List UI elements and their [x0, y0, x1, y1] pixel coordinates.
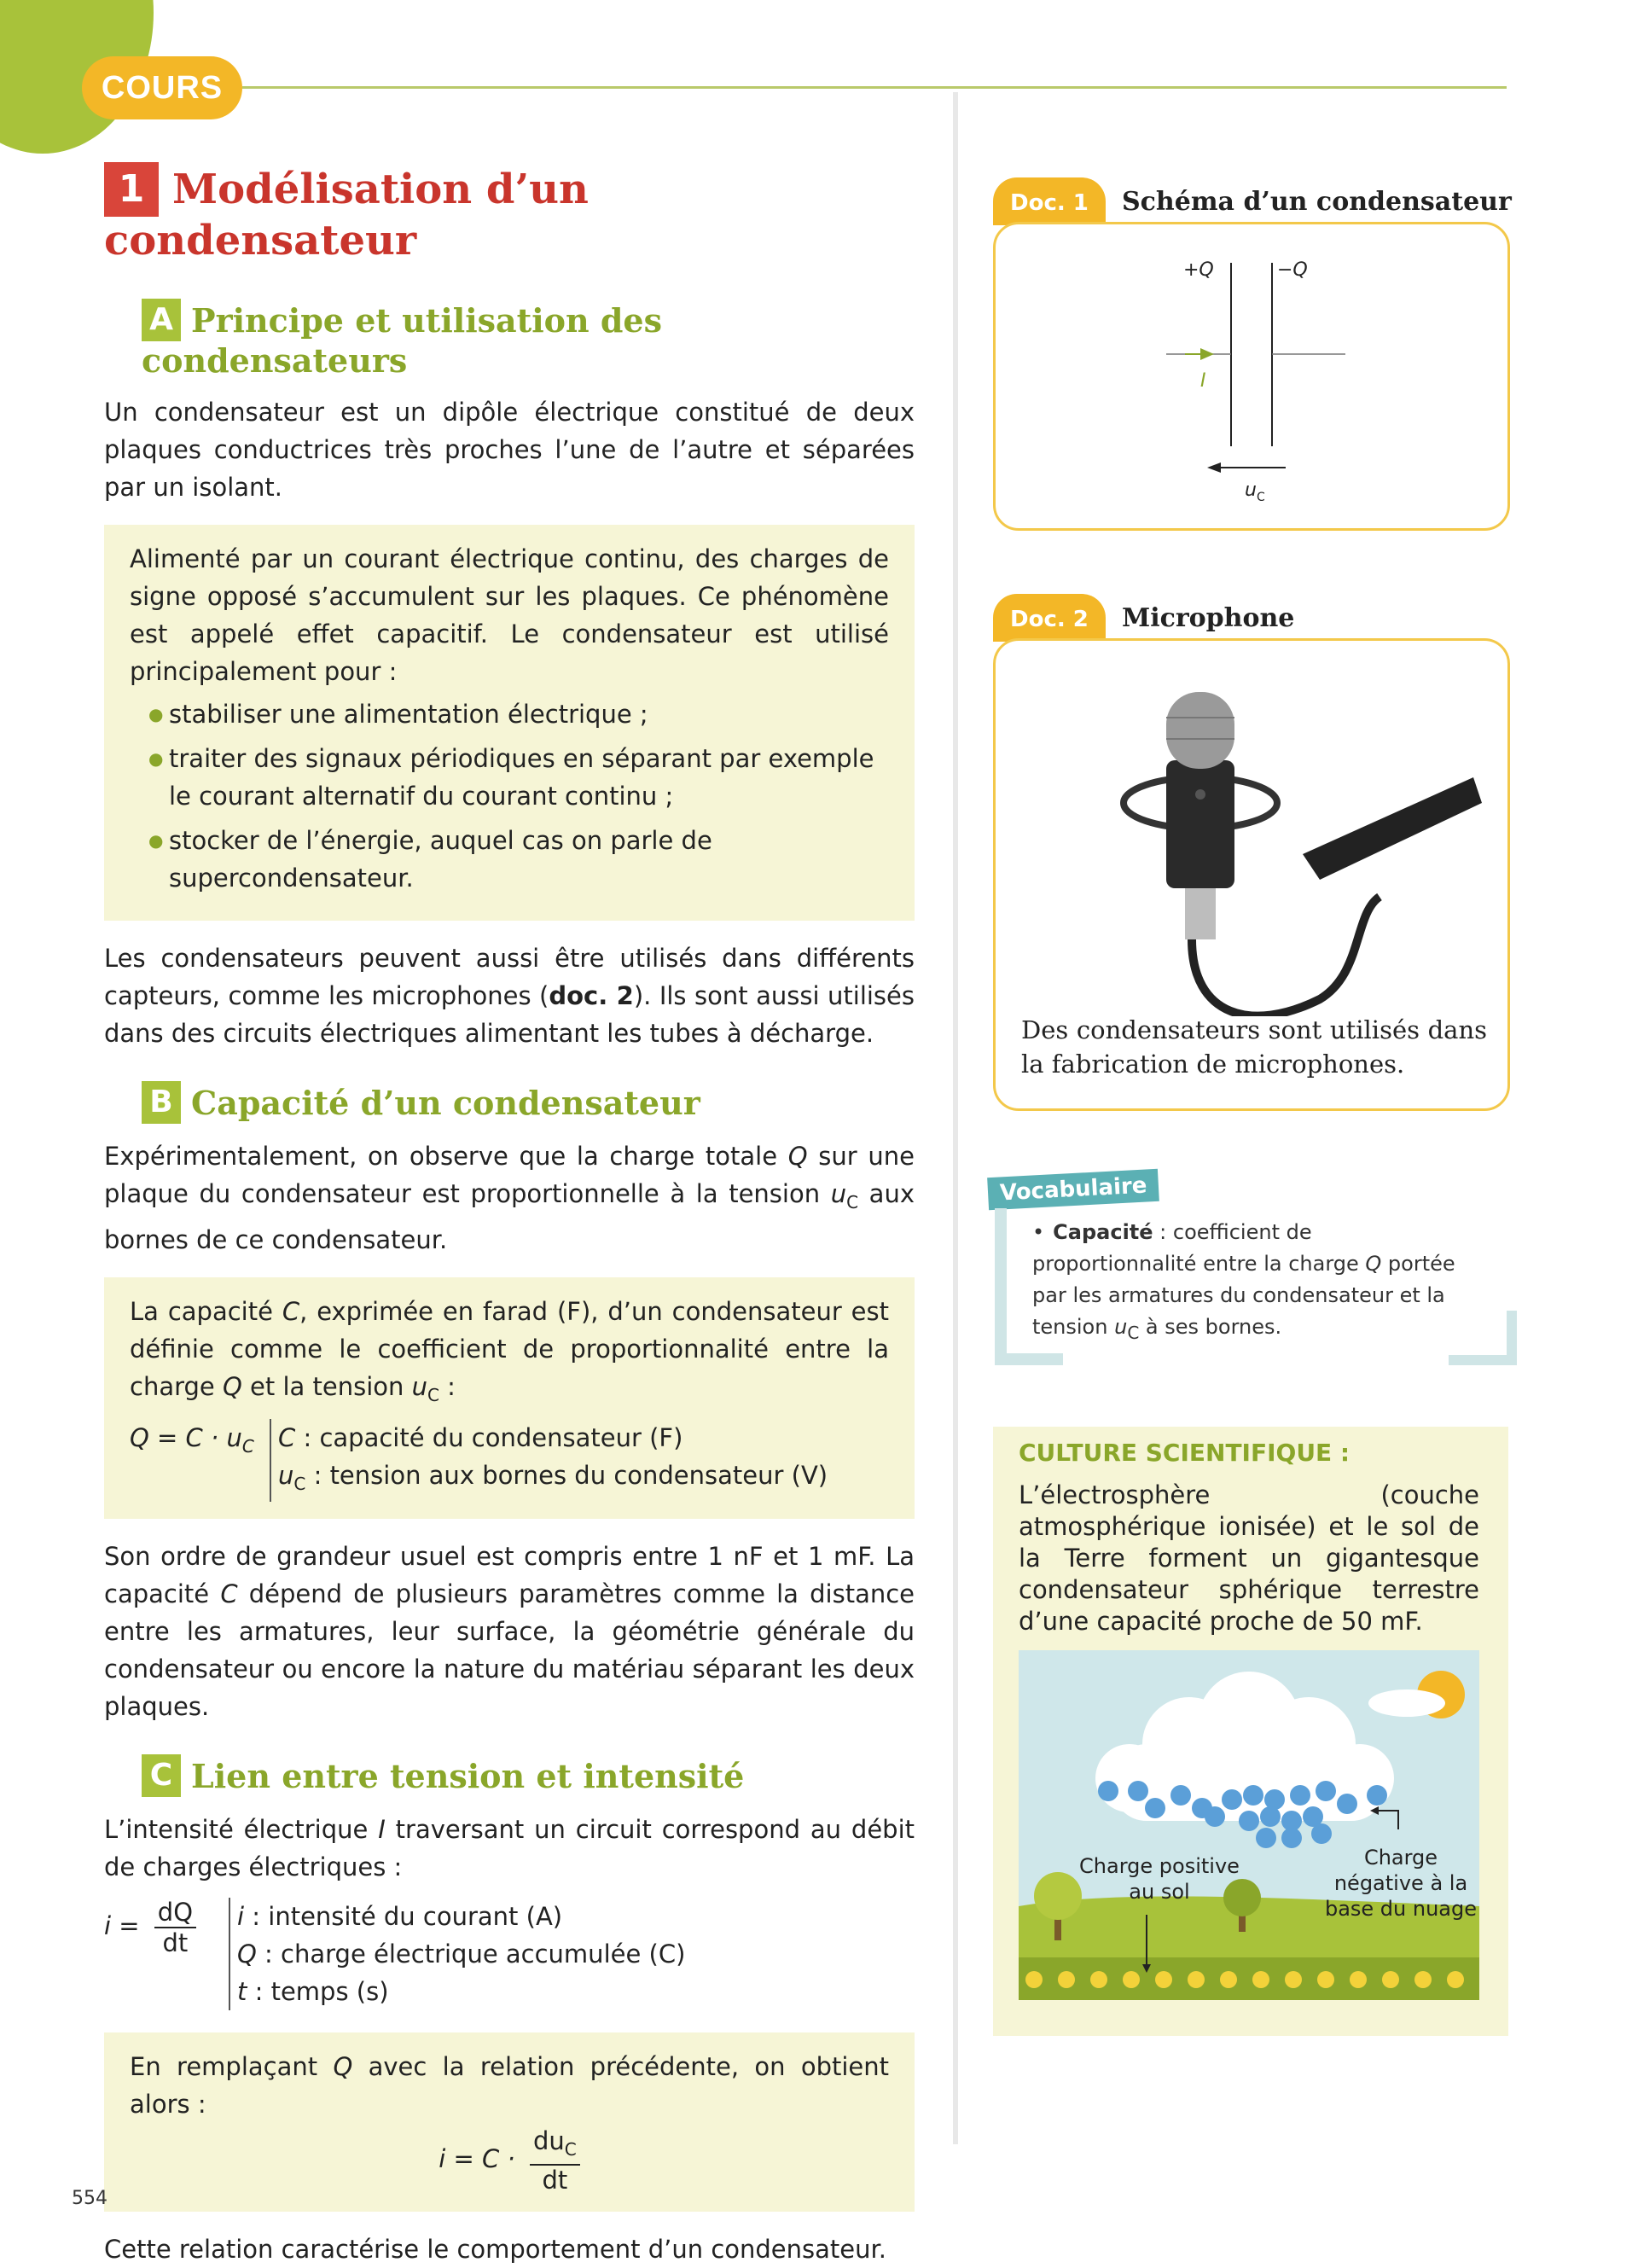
section-b-after: Son ordre de grandeur usuel est compris entre 1 nF et 1 mF. La capacité C dépend de plusieurs paramètres comme la distance entre les armatures, leur surface, la géométrie générale du condensateur ou encore la nature du matériau séparant les deux plaques.: [104, 1542, 915, 1722]
section-b-heading: [142, 1081, 915, 1124]
section-c-heading: [142, 1754, 915, 1797]
legend-line: C : capacité du condensateur (F): [278, 1422, 683, 1452]
vocab-term: Capacité: [1053, 1220, 1153, 1244]
boom-arm: [1303, 777, 1482, 880]
chapter-title: Modélisation d’un condensateur: [104, 166, 589, 265]
legend-line: i : intensité du courant (A): [237, 1902, 563, 1932]
bullet-icon: •: [1032, 1220, 1045, 1244]
voltage-arrow-icon: [1207, 462, 1221, 473]
current-formula: [104, 1898, 915, 2010]
section-title: Lien entre tension et intensité: [191, 1756, 745, 1795]
chapter-heading: [104, 162, 915, 265]
vocab-tag: Vocabulaire: [987, 1169, 1159, 1210]
section-title: Capacité d’un condensateur: [191, 1083, 700, 1122]
header-rule: [242, 86, 1507, 89]
capacitor-relation: i = C · $\frac{du_C}{dt}$: [130, 2126, 889, 2195]
list-item: ● stocker de l’énergie, auquel cas on parle de supercondensateur.: [169, 822, 889, 897]
doc2-header: [993, 594, 1294, 642]
current-label: I: [1200, 370, 1206, 392]
vocab-bracket-left: [995, 1208, 1007, 1362]
chapter-number: 1: [104, 162, 159, 217]
capacity-formula: [130, 1419, 889, 1503]
capacity-definition: La capacité C, exprimée en farad (F), d’un condensateur est définie comme le coefficient de proportionnalité entre la charge Q et la tension $u_C$ :: [130, 1296, 889, 1405]
doc2-box: [993, 638, 1510, 1111]
culture-text: L’électrosphère (couche atmosphérique ionisée) et le sol de la Terre forment un gigantesque condensateur sphérique terrestre d’une capacité proche de 50 mF.: [1019, 1480, 1479, 1636]
section-c-box: [104, 2032, 915, 2212]
section-c-intro: L’intensité électrique I traversant un circuit correspond au débit de charges électriques :: [104, 1815, 915, 1882]
ground-strip: [1019, 1957, 1479, 2000]
capacitor-diagram: [996, 224, 1507, 528]
doc-tag: Doc. 2: [993, 594, 1106, 642]
microphone-image: [996, 658, 1507, 1016]
minus-q-label: −Q: [1277, 259, 1308, 281]
formula-legend: [229, 1898, 685, 2010]
section-a-box: [104, 525, 915, 921]
formula-lhs: $Q = C \cdot u_C$: [130, 1422, 254, 1457]
doc1-box: [993, 222, 1510, 531]
section-letter: A: [142, 299, 181, 341]
cours-tab: COURS: [82, 56, 242, 119]
doc-title: Microphone: [1121, 603, 1295, 633]
doc-reference: doc. 2: [549, 981, 634, 1010]
formula-lhs: i = $\frac{dQ}{dt}$: [104, 1898, 232, 1957]
doc1-header: [993, 177, 1512, 225]
plus-q-label: +Q: [1183, 259, 1214, 281]
section-letter: C: [142, 1754, 181, 1797]
section-a-after: Les condensateurs peuvent aussi être utilisés dans différents capteurs, comme les microphones (doc. 2). Ils sont aussi utilisés dans des circuits électriques alimentant les tubes à décharge.: [104, 944, 915, 1048]
vocab-bracket-bottom: [995, 1353, 1063, 1365]
voltage-sub: C: [1257, 491, 1265, 504]
culture-box: [993, 1427, 1508, 2036]
substitution-text: En remplaçant Q avec la relation précédente, on obtient alors :: [130, 2052, 889, 2120]
earth-capacitor-illustration: [1019, 1650, 1479, 2000]
section-c-conclusion: Cette relation caractérise le comportement d’un condensateur.: [104, 2235, 886, 2265]
legend-line: t : temps (s): [237, 1977, 389, 2007]
culture-title: CULTURE SCIENTIFIQUE :: [1019, 1439, 1350, 1467]
usage-list: [130, 695, 889, 897]
list-item: ● stabiliser une alimentation électrique ;: [169, 695, 889, 733]
section-b-box: [104, 1277, 915, 1520]
mic-grille: [1166, 692, 1234, 769]
section-a-intro: Un condensateur est un dipôle électrique constitué de deux plaques conductrices très proches l’une de l’autre et séparées par un isolant.: [104, 398, 915, 502]
mic-cable: [1192, 897, 1380, 1016]
legend-line: $u_C$ : tension aux bornes du condensateur (V): [278, 1460, 828, 1494]
doc2-caption: Des condensateurs sont utilisés dans la fabrication de microphones.: [1021, 1015, 1487, 1079]
section-letter: B: [142, 1081, 181, 1124]
left-column: [104, 162, 915, 2268]
mic-connector: [1185, 888, 1216, 939]
section-title: Principe et utilisation des condensateurs: [142, 300, 663, 380]
legend-line: Q : charge électrique accumulée (C): [237, 1939, 686, 1969]
column-divider: [953, 92, 958, 2144]
doc-tag: Doc. 1: [993, 177, 1106, 225]
section-a-box-text: Alimenté par un courant électrique continu, des charges de signe opposé s’accumulent sur les plaques. Ce phénomène est appelé effet capacitif. Le condensateur est utilisé principalement pour :: [130, 544, 889, 686]
section-b-intro: Expérimentalement, on observe que la charge totale Q sur une plaque du condensateur est proportionnelle à la tension $u_C$ aux bornes de ce condensateur.: [104, 1142, 915, 1254]
formula-legend: [270, 1419, 828, 1503]
section-a-heading: [142, 299, 915, 380]
voltage-label: u: [1245, 480, 1257, 501]
vocab-definition: • Capacité : coefficient de proportionnalité entre la charge Q portée par les armatures du condensateur et la tension $u_C$ à ses bornes.: [1032, 1220, 1455, 1343]
page-number: 554: [72, 2188, 107, 2209]
positive-charge-label: Charge positive au sol: [1079, 1854, 1240, 1904]
doc-title: Schéma d’un condensateur: [1121, 187, 1512, 217]
mic-body: [1166, 760, 1234, 888]
list-item: ● traiter des signaux périodiques en séparant par exemple le courant alternatif du courant continu ;: [169, 740, 889, 815]
negative-charge-label: Charge négative à la base du nuage: [1324, 1846, 1478, 1921]
